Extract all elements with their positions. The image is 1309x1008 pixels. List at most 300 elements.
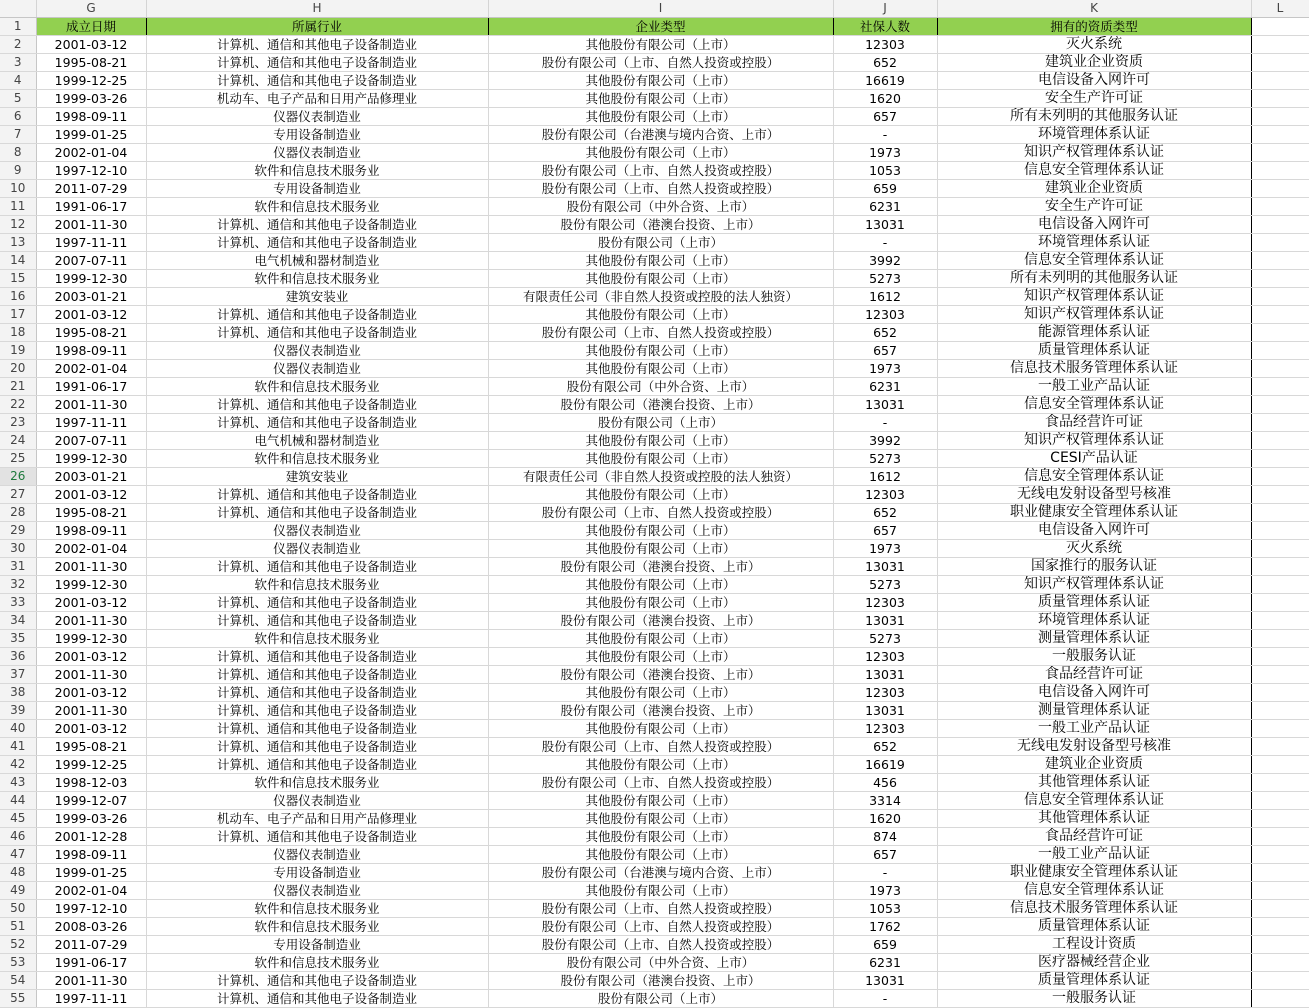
cell-industry[interactable]: 计算机、通信和其他电子设备制造业 <box>146 648 488 666</box>
row-number[interactable]: 8 <box>0 144 36 162</box>
row-number[interactable]: 33 <box>0 594 36 612</box>
cell-social-insurance-count[interactable]: 652 <box>833 324 937 342</box>
cell-empty[interactable] <box>1251 288 1309 306</box>
cell-industry[interactable]: 仪器仪表制造业 <box>146 846 488 864</box>
cell-empty[interactable] <box>1251 360 1309 378</box>
cell-industry[interactable]: 计算机、通信和其他电子设备制造业 <box>146 666 488 684</box>
cell-social-insurance-count[interactable]: 456 <box>833 774 937 792</box>
cell-company-type[interactable]: 其他股份有限公司（上市） <box>488 882 833 900</box>
cell-qualification-type[interactable]: 环境管理体系认证 <box>937 126 1251 144</box>
row-number[interactable]: 53 <box>0 954 36 972</box>
cell-qualification-type[interactable]: 食品经营许可证 <box>937 666 1251 684</box>
cell-industry[interactable]: 软件和信息技术服务业 <box>146 630 488 648</box>
cell-company-type[interactable]: 其他股份有限公司（上市） <box>488 846 833 864</box>
cell-social-insurance-count[interactable]: 13031 <box>833 972 937 990</box>
cell-empty[interactable] <box>1251 396 1309 414</box>
row-number[interactable]: 4 <box>0 72 36 90</box>
cell-founded-date[interactable]: 2008-03-26 <box>36 918 146 936</box>
cell-empty[interactable] <box>1251 522 1309 540</box>
cell-qualification-type[interactable]: 一般服务认证 <box>937 648 1251 666</box>
cell-founded-date[interactable]: 2002-01-04 <box>36 360 146 378</box>
cell-industry[interactable]: 计算机、通信和其他电子设备制造业 <box>146 306 488 324</box>
cell-industry[interactable]: 软件和信息技术服务业 <box>146 378 488 396</box>
cell-empty[interactable] <box>1251 684 1309 702</box>
cell-empty[interactable] <box>1251 918 1309 936</box>
row-number[interactable]: 51 <box>0 918 36 936</box>
cell-empty[interactable] <box>1251 792 1309 810</box>
cell-company-type[interactable]: 其他股份有限公司（上市） <box>488 522 833 540</box>
row-number[interactable]: 34 <box>0 612 36 630</box>
cell-founded-date[interactable]: 2001-03-12 <box>36 720 146 738</box>
header-cell-founded-date[interactable]: 成立日期 <box>36 18 146 36</box>
cell-founded-date[interactable]: 1995-08-21 <box>36 504 146 522</box>
cell-qualification-type[interactable]: 一般工业产品认证 <box>937 378 1251 396</box>
cell-industry[interactable]: 计算机、通信和其他电子设备制造业 <box>146 756 488 774</box>
row-number[interactable]: 46 <box>0 828 36 846</box>
cell-industry[interactable]: 计算机、通信和其他电子设备制造业 <box>146 720 488 738</box>
cell-company-type[interactable]: 股份有限公司（上市、自然人投资或控股） <box>488 180 833 198</box>
row-number[interactable]: 30 <box>0 540 36 558</box>
cell-company-type[interactable]: 股份有限公司（中外合资、上市） <box>488 378 833 396</box>
cell-industry[interactable]: 计算机、通信和其他电子设备制造业 <box>146 972 488 990</box>
row-number[interactable]: 45 <box>0 810 36 828</box>
cell-industry[interactable]: 计算机、通信和其他电子设备制造业 <box>146 72 488 90</box>
cell-founded-date[interactable]: 2001-03-12 <box>36 648 146 666</box>
cell-qualification-type[interactable]: 无线电发射设备型号核准 <box>937 738 1251 756</box>
cell-social-insurance-count[interactable]: 5273 <box>833 576 937 594</box>
cell-company-type[interactable]: 其他股份有限公司（上市） <box>488 486 833 504</box>
cell-empty[interactable] <box>1251 306 1309 324</box>
cell-industry[interactable]: 仪器仪表制造业 <box>146 144 488 162</box>
cell-industry[interactable]: 专用设备制造业 <box>146 126 488 144</box>
cell-company-type[interactable]: 股份有限公司（中外合资、上市） <box>488 954 833 972</box>
column-header-k[interactable]: K <box>937 0 1251 18</box>
row-number[interactable]: 44 <box>0 792 36 810</box>
cell-founded-date[interactable]: 1991-06-17 <box>36 378 146 396</box>
cell-qualification-type[interactable]: 信息技术服务管理体系认证 <box>937 360 1251 378</box>
cell-company-type[interactable]: 其他股份有限公司（上市） <box>488 540 833 558</box>
cell-company-type[interactable]: 股份有限公司（上市） <box>488 990 833 1008</box>
cell-founded-date[interactable]: 2001-11-30 <box>36 216 146 234</box>
cell-empty[interactable] <box>1251 576 1309 594</box>
cell-qualification-type[interactable]: 安全生产许可证 <box>937 90 1251 108</box>
row-number[interactable]: 38 <box>0 684 36 702</box>
cell-qualification-type[interactable]: 能源管理体系认证 <box>937 324 1251 342</box>
cell-qualification-type[interactable]: 测量管理体系认证 <box>937 630 1251 648</box>
header-cell-qualification-type[interactable]: 拥有的资质类型 <box>937 18 1251 36</box>
cell-company-type[interactable]: 其他股份有限公司（上市） <box>488 144 833 162</box>
row-number[interactable]: 35 <box>0 630 36 648</box>
cell-empty[interactable] <box>1251 162 1309 180</box>
cell-founded-date[interactable]: 2001-03-12 <box>36 306 146 324</box>
cell-company-type[interactable]: 其他股份有限公司（上市） <box>488 36 833 54</box>
row-number[interactable]: 5 <box>0 90 36 108</box>
cell-industry[interactable]: 计算机、通信和其他电子设备制造业 <box>146 738 488 756</box>
cell-social-insurance-count[interactable]: 16619 <box>833 72 937 90</box>
cell-company-type[interactable]: 其他股份有限公司（上市） <box>488 270 833 288</box>
cell-industry[interactable]: 计算机、通信和其他电子设备制造业 <box>146 702 488 720</box>
row-number[interactable]: 18 <box>0 324 36 342</box>
cell-social-insurance-count[interactable]: 1973 <box>833 540 937 558</box>
cell-social-insurance-count[interactable]: 1762 <box>833 918 937 936</box>
cell-social-insurance-count[interactable]: 13031 <box>833 216 937 234</box>
cell-qualification-type[interactable]: 电信设备入网许可 <box>937 684 1251 702</box>
cell-qualification-type[interactable]: 食品经营许可证 <box>937 414 1251 432</box>
cell-founded-date[interactable]: 1997-11-11 <box>36 990 146 1008</box>
header-cell-company-type[interactable]: 企业类型 <box>488 18 833 36</box>
cell-industry[interactable]: 计算机、通信和其他电子设备制造业 <box>146 504 488 522</box>
cell-qualification-type[interactable]: 信息安全管理体系认证 <box>937 252 1251 270</box>
cell-founded-date[interactable]: 1991-06-17 <box>36 954 146 972</box>
cell-company-type[interactable]: 其他股份有限公司（上市） <box>488 630 833 648</box>
row-number[interactable]: 3 <box>0 54 36 72</box>
cell-industry[interactable]: 计算机、通信和其他电子设备制造业 <box>146 828 488 846</box>
cell-founded-date[interactable]: 1999-12-30 <box>36 270 146 288</box>
cell-founded-date[interactable]: 2001-11-30 <box>36 612 146 630</box>
cell-qualification-type[interactable]: 信息安全管理体系认证 <box>937 396 1251 414</box>
cell-founded-date[interactable]: 1999-12-30 <box>36 450 146 468</box>
cell-empty[interactable] <box>1251 378 1309 396</box>
cell-social-insurance-count[interactable]: 657 <box>833 342 937 360</box>
cell-company-type[interactable]: 其他股份有限公司（上市） <box>488 360 833 378</box>
cell-company-type[interactable]: 股份有限公司（台港澳与境内合资、上市） <box>488 864 833 882</box>
column-header-l[interactable]: L <box>1251 0 1309 18</box>
row-number[interactable]: 40 <box>0 720 36 738</box>
cell-industry[interactable]: 仪器仪表制造业 <box>146 522 488 540</box>
row-number[interactable]: 23 <box>0 414 36 432</box>
cell-company-type[interactable]: 股份有限公司（港澳台投资、上市） <box>488 216 833 234</box>
cell-company-type[interactable]: 股份有限公司（上市、自然人投资或控股） <box>488 738 833 756</box>
cell-founded-date[interactable]: 2001-03-12 <box>36 486 146 504</box>
cell-industry[interactable]: 软件和信息技术服务业 <box>146 900 488 918</box>
cell-social-insurance-count[interactable]: 652 <box>833 54 937 72</box>
cell-company-type[interactable]: 有限责任公司（非自然人投资或控股的法人独资） <box>488 288 833 306</box>
cell-founded-date[interactable]: 1997-12-10 <box>36 900 146 918</box>
cell-qualification-type[interactable]: 建筑业企业资质 <box>937 54 1251 72</box>
row-number[interactable]: 43 <box>0 774 36 792</box>
cell-social-insurance-count[interactable]: 6231 <box>833 378 937 396</box>
cell-qualification-type[interactable]: 一般工业产品认证 <box>937 720 1251 738</box>
row-number[interactable]: 9 <box>0 162 36 180</box>
row-number[interactable]: 25 <box>0 450 36 468</box>
cell-qualification-type[interactable]: 建筑业企业资质 <box>937 756 1251 774</box>
cell-social-insurance-count[interactable]: 1973 <box>833 882 937 900</box>
cell-empty[interactable] <box>1251 108 1309 126</box>
cell-qualification-type[interactable]: 质量管理体系认证 <box>937 342 1251 360</box>
cell-qualification-type[interactable]: CESI产品认证 <box>937 450 1251 468</box>
cell-social-insurance-count[interactable]: 1620 <box>833 810 937 828</box>
cell-empty[interactable] <box>1251 18 1309 36</box>
cell-founded-date[interactable]: 2007-07-11 <box>36 432 146 450</box>
column-header-h[interactable]: H <box>146 0 488 18</box>
cell-founded-date[interactable]: 1995-08-21 <box>36 54 146 72</box>
row-number[interactable]: 52 <box>0 936 36 954</box>
cell-company-type[interactable]: 其他股份有限公司（上市） <box>488 792 833 810</box>
cell-qualification-type[interactable]: 电信设备入网许可 <box>937 216 1251 234</box>
cell-social-insurance-count[interactable]: 659 <box>833 936 937 954</box>
cell-company-type[interactable]: 股份有限公司（上市、自然人投资或控股） <box>488 774 833 792</box>
cell-empty[interactable] <box>1251 72 1309 90</box>
cell-company-type[interactable]: 股份有限公司（上市、自然人投资或控股） <box>488 54 833 72</box>
cell-social-insurance-count[interactable]: 12303 <box>833 684 937 702</box>
cell-qualification-type[interactable]: 质量管理体系认证 <box>937 972 1251 990</box>
row-number[interactable]: 27 <box>0 486 36 504</box>
cell-industry[interactable]: 软件和信息技术服务业 <box>146 450 488 468</box>
cell-qualification-type[interactable]: 知识产权管理体系认证 <box>937 288 1251 306</box>
cell-social-insurance-count[interactable]: 6231 <box>833 954 937 972</box>
cell-industry[interactable]: 软件和信息技术服务业 <box>146 270 488 288</box>
cell-empty[interactable] <box>1251 90 1309 108</box>
cell-company-type[interactable]: 股份有限公司（港澳台投资、上市） <box>488 666 833 684</box>
column-header-g[interactable]: G <box>36 0 146 18</box>
select-all-corner[interactable] <box>0 0 36 18</box>
cell-company-type[interactable]: 其他股份有限公司（上市） <box>488 252 833 270</box>
cell-social-insurance-count[interactable]: 3992 <box>833 432 937 450</box>
row-number[interactable]: 47 <box>0 846 36 864</box>
cell-empty[interactable] <box>1251 648 1309 666</box>
cell-company-type[interactable]: 其他股份有限公司（上市） <box>488 756 833 774</box>
cell-industry[interactable]: 专用设备制造业 <box>146 180 488 198</box>
cell-empty[interactable] <box>1251 324 1309 342</box>
cell-industry[interactable]: 软件和信息技术服务业 <box>146 774 488 792</box>
cell-founded-date[interactable]: 1998-09-11 <box>36 846 146 864</box>
cell-qualification-type[interactable]: 电信设备入网许可 <box>937 522 1251 540</box>
cell-industry[interactable]: 仪器仪表制造业 <box>146 108 488 126</box>
cell-company-type[interactable]: 股份有限公司（上市、自然人投资或控股） <box>488 900 833 918</box>
row-number[interactable]: 7 <box>0 126 36 144</box>
cell-industry[interactable]: 软件和信息技术服务业 <box>146 198 488 216</box>
cell-industry[interactable]: 建筑安装业 <box>146 288 488 306</box>
cell-industry[interactable]: 计算机、通信和其他电子设备制造业 <box>146 36 488 54</box>
row-number[interactable]: 50 <box>0 900 36 918</box>
cell-empty[interactable] <box>1251 864 1309 882</box>
cell-empty[interactable] <box>1251 900 1309 918</box>
cell-qualification-type[interactable]: 知识产权管理体系认证 <box>937 432 1251 450</box>
cell-founded-date[interactable]: 2001-03-12 <box>36 36 146 54</box>
cell-empty[interactable] <box>1251 702 1309 720</box>
cell-industry[interactable]: 仪器仪表制造业 <box>146 342 488 360</box>
cell-company-type[interactable]: 股份有限公司（上市、自然人投资或控股） <box>488 324 833 342</box>
header-cell-industry[interactable]: 所属行业 <box>146 18 488 36</box>
cell-empty[interactable] <box>1251 54 1309 72</box>
cell-company-type[interactable]: 其他股份有限公司（上市） <box>488 432 833 450</box>
cell-founded-date[interactable]: 2001-03-12 <box>36 684 146 702</box>
cell-empty[interactable] <box>1251 612 1309 630</box>
cell-social-insurance-count[interactable]: 659 <box>833 180 937 198</box>
cell-founded-date[interactable]: 1999-12-07 <box>36 792 146 810</box>
cell-founded-date[interactable]: 2011-07-29 <box>36 180 146 198</box>
row-number[interactable]: 11 <box>0 198 36 216</box>
cell-empty[interactable] <box>1251 198 1309 216</box>
cell-qualification-type[interactable]: 职业健康安全管理体系认证 <box>937 504 1251 522</box>
cell-empty[interactable] <box>1251 414 1309 432</box>
cell-company-type[interactable]: 股份有限公司（上市、自然人投资或控股） <box>488 162 833 180</box>
row-number[interactable]: 6 <box>0 108 36 126</box>
row-number[interactable]: 39 <box>0 702 36 720</box>
cell-social-insurance-count[interactable]: 13031 <box>833 558 937 576</box>
cell-qualification-type[interactable]: 知识产权管理体系认证 <box>937 144 1251 162</box>
cell-founded-date[interactable]: 1995-08-21 <box>36 738 146 756</box>
cell-empty[interactable] <box>1251 450 1309 468</box>
row-number[interactable]: 16 <box>0 288 36 306</box>
cell-founded-date[interactable]: 1995-08-21 <box>36 324 146 342</box>
cell-founded-date[interactable]: 1997-11-11 <box>36 234 146 252</box>
cell-founded-date[interactable]: 2001-11-30 <box>36 972 146 990</box>
cell-founded-date[interactable]: 1999-12-25 <box>36 756 146 774</box>
cell-social-insurance-count[interactable]: 12303 <box>833 594 937 612</box>
cell-company-type[interactable]: 其他股份有限公司（上市） <box>488 594 833 612</box>
row-number[interactable]: 48 <box>0 864 36 882</box>
cell-founded-date[interactable]: 1991-06-17 <box>36 198 146 216</box>
cell-company-type[interactable]: 股份有限公司（港澳台投资、上市） <box>488 558 833 576</box>
cell-industry[interactable]: 软件和信息技术服务业 <box>146 954 488 972</box>
cell-company-type[interactable]: 其他股份有限公司（上市） <box>488 720 833 738</box>
cell-social-insurance-count[interactable]: 12303 <box>833 720 937 738</box>
cell-qualification-type[interactable]: 职业健康安全管理体系认证 <box>937 864 1251 882</box>
cell-empty[interactable] <box>1251 540 1309 558</box>
cell-industry[interactable]: 仪器仪表制造业 <box>146 792 488 810</box>
cell-empty[interactable] <box>1251 666 1309 684</box>
cell-founded-date[interactable]: 1998-09-11 <box>36 342 146 360</box>
cell-company-type[interactable]: 股份有限公司（上市） <box>488 234 833 252</box>
cell-industry[interactable]: 专用设备制造业 <box>146 936 488 954</box>
cell-social-insurance-count[interactable]: 13031 <box>833 702 937 720</box>
row-number[interactable]: 55 <box>0 990 36 1008</box>
cell-industry[interactable]: 计算机、通信和其他电子设备制造业 <box>146 612 488 630</box>
cell-qualification-type[interactable]: 信息安全管理体系认证 <box>937 882 1251 900</box>
cell-founded-date[interactable]: 2003-01-21 <box>36 288 146 306</box>
cell-founded-date[interactable]: 2011-07-29 <box>36 936 146 954</box>
cell-social-insurance-count[interactable]: 1973 <box>833 360 937 378</box>
cell-empty[interactable] <box>1251 126 1309 144</box>
cell-empty[interactable] <box>1251 252 1309 270</box>
cell-founded-date[interactable]: 2002-01-04 <box>36 882 146 900</box>
cell-social-insurance-count[interactable]: 12303 <box>833 306 937 324</box>
cell-empty[interactable] <box>1251 270 1309 288</box>
cell-industry[interactable]: 计算机、通信和其他电子设备制造业 <box>146 414 488 432</box>
cell-empty[interactable] <box>1251 36 1309 54</box>
cell-empty[interactable] <box>1251 432 1309 450</box>
row-number[interactable]: 13 <box>0 234 36 252</box>
cell-qualification-type[interactable]: 无线电发射设备型号核准 <box>937 486 1251 504</box>
cell-industry[interactable]: 计算机、通信和其他电子设备制造业 <box>146 396 488 414</box>
row-number[interactable]: 1 <box>0 18 36 36</box>
cell-founded-date[interactable]: 1999-03-26 <box>36 90 146 108</box>
cell-empty[interactable] <box>1251 882 1309 900</box>
cell-social-insurance-count[interactable]: 657 <box>833 846 937 864</box>
cell-industry[interactable]: 计算机、通信和其他电子设备制造业 <box>146 486 488 504</box>
cell-industry[interactable]: 计算机、通信和其他电子设备制造业 <box>146 54 488 72</box>
cell-social-insurance-count[interactable]: 3314 <box>833 792 937 810</box>
cell-social-insurance-count[interactable]: 657 <box>833 108 937 126</box>
cell-qualification-type[interactable]: 电信设备入网许可 <box>937 72 1251 90</box>
cell-qualification-type[interactable]: 所有未列明的其他服务认证 <box>937 108 1251 126</box>
cell-qualification-type[interactable]: 信息安全管理体系认证 <box>937 792 1251 810</box>
row-number[interactable]: 31 <box>0 558 36 576</box>
cell-founded-date[interactable]: 1999-01-25 <box>36 126 146 144</box>
cell-qualification-type[interactable]: 测量管理体系认证 <box>937 702 1251 720</box>
cell-company-type[interactable]: 其他股份有限公司（上市） <box>488 648 833 666</box>
cell-empty[interactable] <box>1251 972 1309 990</box>
cell-industry[interactable]: 计算机、通信和其他电子设备制造业 <box>146 558 488 576</box>
cell-empty[interactable] <box>1251 846 1309 864</box>
cell-industry[interactable]: 计算机、通信和其他电子设备制造业 <box>146 324 488 342</box>
row-number[interactable]: 54 <box>0 972 36 990</box>
cell-empty[interactable] <box>1251 234 1309 252</box>
cell-industry[interactable]: 计算机、通信和其他电子设备制造业 <box>146 594 488 612</box>
cell-industry[interactable]: 软件和信息技术服务业 <box>146 576 488 594</box>
row-number[interactable]: 14 <box>0 252 36 270</box>
cell-company-type[interactable]: 其他股份有限公司（上市） <box>488 72 833 90</box>
cell-empty[interactable] <box>1251 594 1309 612</box>
cell-social-insurance-count[interactable]: 652 <box>833 738 937 756</box>
cell-founded-date[interactable]: 1998-12-03 <box>36 774 146 792</box>
cell-company-type[interactable]: 股份有限公司（上市、自然人投资或控股） <box>488 504 833 522</box>
cell-industry[interactable]: 软件和信息技术服务业 <box>146 162 488 180</box>
cell-qualification-type[interactable]: 医疗器械经营企业 <box>937 954 1251 972</box>
cell-founded-date[interactable]: 1999-12-25 <box>36 72 146 90</box>
row-number[interactable]: 41 <box>0 738 36 756</box>
cell-social-insurance-count[interactable]: 16619 <box>833 756 937 774</box>
cell-industry[interactable]: 电气机械和器材制造业 <box>146 432 488 450</box>
cell-company-type[interactable]: 其他股份有限公司（上市） <box>488 306 833 324</box>
cell-empty[interactable] <box>1251 990 1309 1008</box>
cell-social-insurance-count[interactable]: 12303 <box>833 36 937 54</box>
cell-qualification-type[interactable]: 一般工业产品认证 <box>937 846 1251 864</box>
cell-qualification-type[interactable]: 信息安全管理体系认证 <box>937 162 1251 180</box>
cell-qualification-type[interactable]: 一般服务认证 <box>937 990 1251 1008</box>
cell-social-insurance-count[interactable]: 6231 <box>833 198 937 216</box>
cell-social-insurance-count[interactable]: 12303 <box>833 648 937 666</box>
cell-company-type[interactable]: 有限责任公司（非自然人投资或控股的法人独资） <box>488 468 833 486</box>
cell-industry[interactable]: 机动车、电子产品和日用产品修理业 <box>146 90 488 108</box>
cell-company-type[interactable]: 其他股份有限公司（上市） <box>488 450 833 468</box>
row-number[interactable]: 15 <box>0 270 36 288</box>
cell-social-insurance-count[interactable]: 652 <box>833 504 937 522</box>
cell-founded-date[interactable]: 1999-01-25 <box>36 864 146 882</box>
row-number[interactable]: 2 <box>0 36 36 54</box>
cell-founded-date[interactable]: 2001-11-30 <box>36 666 146 684</box>
cell-empty[interactable] <box>1251 774 1309 792</box>
cell-industry[interactable]: 仪器仪表制造业 <box>146 360 488 378</box>
cell-social-insurance-count[interactable]: 13031 <box>833 666 937 684</box>
cell-company-type[interactable]: 其他股份有限公司（上市） <box>488 342 833 360</box>
cell-industry[interactable]: 计算机、通信和其他电子设备制造业 <box>146 684 488 702</box>
cell-qualification-type[interactable]: 建筑业企业资质 <box>937 180 1251 198</box>
cell-qualification-type[interactable]: 灭火系统 <box>937 36 1251 54</box>
cell-empty[interactable] <box>1251 936 1309 954</box>
cell-qualification-type[interactable]: 环境管理体系认证 <box>937 612 1251 630</box>
cell-social-insurance-count[interactable]: 5273 <box>833 270 937 288</box>
row-number[interactable]: 36 <box>0 648 36 666</box>
cell-empty[interactable] <box>1251 342 1309 360</box>
cell-company-type[interactable]: 股份有限公司（中外合资、上市） <box>488 198 833 216</box>
cell-founded-date[interactable]: 2007-07-11 <box>36 252 146 270</box>
cell-founded-date[interactable]: 2003-01-21 <box>36 468 146 486</box>
cell-qualification-type[interactable]: 知识产权管理体系认证 <box>937 306 1251 324</box>
cell-empty[interactable] <box>1251 216 1309 234</box>
cell-qualification-type[interactable]: 灭火系统 <box>937 540 1251 558</box>
cell-industry[interactable]: 仪器仪表制造业 <box>146 882 488 900</box>
cell-founded-date[interactable]: 2001-03-12 <box>36 594 146 612</box>
cell-founded-date[interactable]: 2001-11-30 <box>36 702 146 720</box>
cell-empty[interactable] <box>1251 504 1309 522</box>
row-number[interactable]: 24 <box>0 432 36 450</box>
cell-company-type[interactable]: 其他股份有限公司（上市） <box>488 90 833 108</box>
cell-company-type[interactable]: 股份有限公司（台港澳与境内合资、上市） <box>488 126 833 144</box>
cell-founded-date[interactable]: 1998-09-11 <box>36 108 146 126</box>
cell-empty[interactable] <box>1251 756 1309 774</box>
